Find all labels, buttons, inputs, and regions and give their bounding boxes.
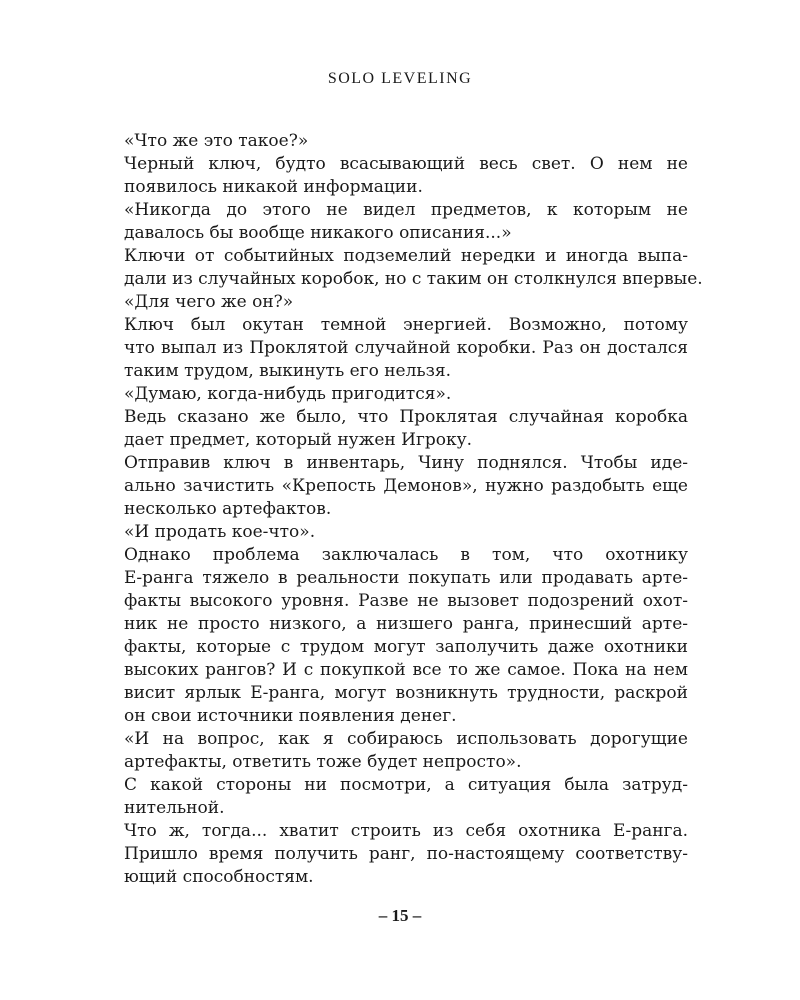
paragraph-line: он свои источники появления денег. [124, 706, 457, 726]
paragraph-line: появилось никакой информации. [124, 177, 423, 197]
paragraph-line: Пришло время получить ранг, по-настоящему соответству- [124, 844, 688, 864]
paragraph-line: факты высокого уровня. Разве не вызовет подозрений охот- [124, 591, 688, 611]
paragraph-line: Однако проблема заключалась в том, что охотнику [124, 545, 688, 565]
paragraph-line: Ведь сказано же было, что Проклятая случайная коробка [124, 407, 688, 427]
paragraph-line: несколько артефактов. [124, 499, 332, 519]
paragraph-line: Что ж, тогда... хватит строить из себя охотника Е-ранга. [124, 821, 688, 841]
paragraph-line: таким трудом, выкинуть его нельзя. [124, 361, 452, 381]
paragraph-line: «Для чего же он?» [124, 292, 294, 312]
paragraph-line: ющий способностям. [124, 867, 314, 887]
page-number: – 15 – [378, 906, 422, 925]
paragraph-line: дали из случайных коробок, но с таким он столкнулся впервые. [124, 269, 703, 289]
paragraph-line: факты, которые с трудом могут заполучить даже охотники [124, 637, 688, 657]
paragraph-line: ально зачистить «Крепость Демонов», нужно раздобыть еще [124, 476, 688, 496]
paragraph-line: «И продать кое-что». [124, 522, 316, 542]
paragraph-line: ник не просто низкого, а низшего ранга, принесший арте- [124, 614, 688, 634]
running-header: SOLO LEVELING [327, 70, 473, 87]
paragraph-line: «Что же это такое?» [124, 131, 309, 151]
paragraph-line: Отправив ключ в инвентарь, Чину поднялся. Чтобы иде- [124, 453, 688, 473]
paragraph-line: С какой стороны ни посмотри, а ситуация была затруд- [124, 775, 688, 795]
paragraph-line: Ключ был окутан темной энергией. Возможно, потому [124, 315, 688, 335]
paragraph-line: Черный ключ, будто всасывающий весь свет. О нем не [124, 154, 688, 174]
paragraph-line: «Никогда до этого не видел предметов, к которым не [124, 200, 688, 220]
paragraph-line: давалось бы вообще никакого описания...» [124, 223, 512, 243]
paragraph-line: высоких рангов? И с покупкой все то же самое. Пока на нем [124, 660, 688, 680]
paragraph-line: «Думаю, когда-нибудь пригодится». [124, 384, 452, 404]
paragraph-line: висит ярлык Е-ранга, могут возникнуть трудности, раскрой [124, 683, 688, 703]
paragraph-line: нительной. [124, 798, 225, 818]
paragraph-line: «И на вопрос, как я собираюсь использовать дорогущие [124, 729, 688, 749]
paragraph-line: Ключи от событийных подземелий нередки и иногда выпа- [124, 246, 688, 266]
paragraph-line: Е-ранга тяжело в реальности покупать или продавать арте- [124, 568, 688, 588]
paragraph-line: дает предмет, который нужен Игроку. [124, 430, 473, 450]
paragraph-line: артефакты, ответить тоже будет непросто». [124, 752, 522, 772]
paragraph-line: что выпал из Проклятой случайной коробки. Раз он достался [124, 338, 688, 358]
